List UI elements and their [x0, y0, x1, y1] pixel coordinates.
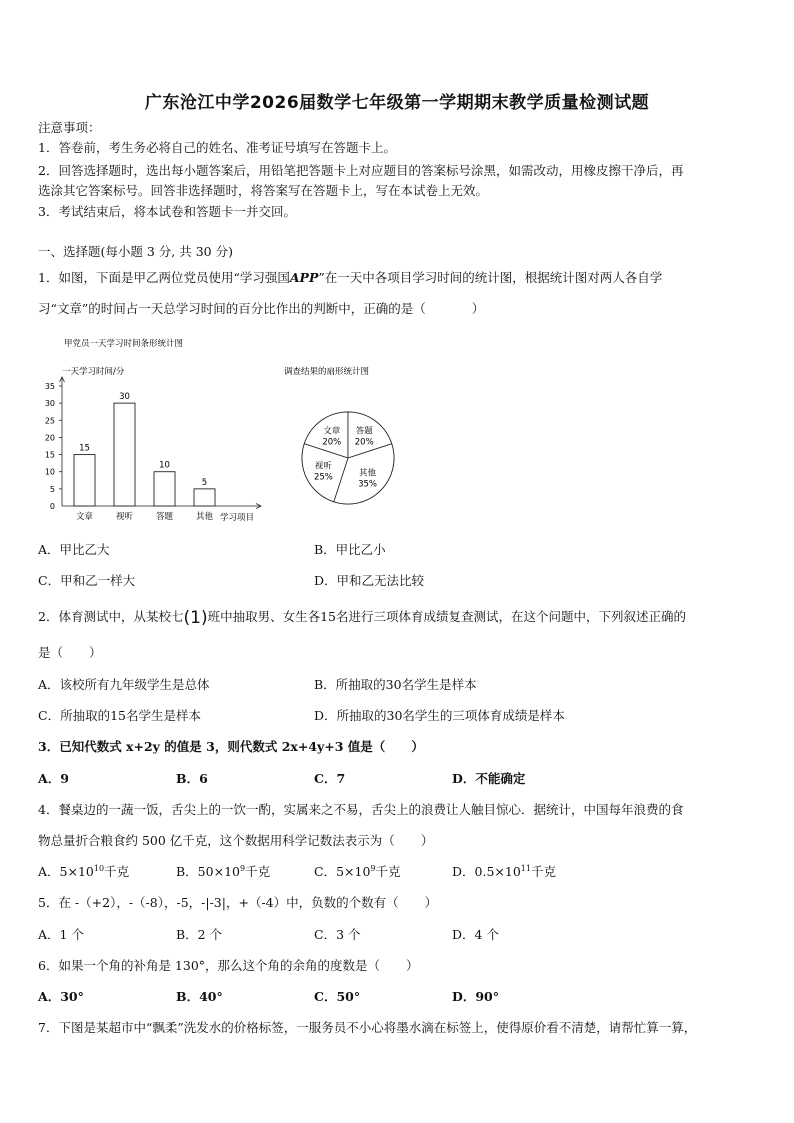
q2-text-c: 是（ [38, 645, 64, 660]
bar [74, 455, 95, 506]
pie-slice-label: 其他 [359, 468, 377, 479]
q4-text: 物总量折合粮食约 500 亿千克，这个数据用科学记数法表示为（ [38, 833, 395, 848]
question-2-line1 [38, 608, 686, 628]
q1-option-d[interactable]: D．甲和乙无法比较 [314, 573, 425, 588]
pie-slice-value: 20% [354, 437, 374, 448]
section-heading: 一、选择题(每小题 3 分, 共 30 分) [38, 244, 233, 259]
question-4-line2 [38, 833, 433, 849]
q6-option-d[interactable]: D．90° [452, 989, 499, 1004]
q2-option-b[interactable]: B．所抽取的30名学生是样本 [314, 677, 477, 692]
question-2-line2 [38, 645, 102, 661]
category-label: 视听 [115, 512, 134, 522]
q1-option-c[interactable]: C．甲和乙一样大 [38, 573, 136, 588]
notice-item: 2．回答选择题时，选出每小题答案后，用铅笔把答题卡上对应题目的答案标号涂黑，如需改动，用橡皮擦干净后，再 [38, 163, 684, 178]
pie-slice-value: 25% [313, 472, 333, 483]
pie-slice-label: 文章 [323, 426, 341, 437]
question-1-line1 [38, 270, 662, 286]
q2-text-b: 班中抽取男、女生各15名进行三项体育成绩复查测试，在这个问题中，下列叙述正确的 [207, 609, 686, 624]
pie-chart [280, 360, 420, 520]
q6-text: 6．如果一个角的补角是 130°，那么这个角的余角的度数是（ [38, 958, 381, 973]
q3-text: 3．已知代数式 x+2y 的值是 3，则代数式 2x+4y+3 值是（ [38, 739, 386, 754]
category-label: 文章 [75, 512, 94, 522]
q3-option-d[interactable]: D．不能确定 [452, 771, 526, 786]
q5-option-b[interactable]: B．2 个 [176, 927, 223, 942]
notice-item: 3．考试结束后，将本试卷和答题卡一并交回。 [38, 204, 296, 219]
bar-value-label: 30 [119, 392, 130, 403]
notice-item: 选涂其它答案标号。回答非选择题时，将答案写在答题卡上，写在本试卷上无效。 [38, 183, 489, 198]
pie-slice-value: 35% [358, 479, 377, 490]
bar [154, 472, 175, 506]
y-tick-label: 25 [44, 416, 55, 426]
q5-option-a[interactable]: A．1 个 [38, 927, 84, 942]
q2-option-a[interactable]: A．该校所有九年级学生是总体 [38, 677, 210, 692]
bar-value-label: 10 [159, 460, 170, 471]
category-label: 答题 [155, 512, 174, 522]
question-7: 7．下图是某超市中“飘柔”洗发水的价格标签，一服务员不小心将墨水滴在标签上，使得原价看不清楚，请帮忙算一算， [38, 1020, 697, 1035]
question-5 [38, 895, 437, 911]
q5-option-c[interactable]: C．3 个 [314, 927, 361, 942]
pie-slice-label: 视听 [314, 461, 332, 472]
q5-paren-end: ） [424, 895, 438, 910]
bar-chart [38, 330, 278, 530]
q2-text-a: 2．体育测试中，从某校七 [38, 609, 184, 624]
question-6 [38, 958, 419, 974]
question-4-line1: 4．餐桌边的一蔬一饭，舌尖上的一饮一酌，实属来之不易，舌尖上的浪费让人触目惊心．据统计，中国每年浪费的食 [38, 802, 684, 817]
q1-option-a[interactable]: A．甲比乙大 [38, 542, 110, 557]
bar-chart-xlabel: 学习项目 [220, 513, 255, 523]
q6-option-b[interactable]: B．40° [176, 989, 223, 1004]
q6-option-a[interactable]: A．30° [38, 989, 84, 1004]
bar-chart-ylabel: 一天学习时间/分 [62, 367, 125, 377]
pie-chart-title: 调查结果的扇形统计图 [284, 367, 370, 377]
y-tick-label: 5 [49, 484, 55, 494]
q1-option-b[interactable]: B．甲比乙小 [314, 542, 386, 557]
bar [114, 403, 135, 506]
y-tick-label: 35 [44, 382, 55, 391]
q3-option-b[interactable]: B．6 [176, 771, 208, 786]
q5-text: 5．在 -（+2），-（-8），-5，-|-3|，+（-4）中，负数的个数有（ [38, 895, 399, 910]
y-tick-label: 20 [44, 433, 55, 443]
notice-heading: 注意事项： [38, 120, 101, 135]
q3-option-a[interactable]: A．9 [38, 771, 69, 786]
q2-class-number: (1) [183, 608, 208, 628]
bar-value-label: 15 [79, 443, 90, 454]
q1-text-c: 习“文章”的时间占一天总学习时间的百分比作出的判断中，正确的是（ [38, 301, 426, 316]
q1-text-b: ”在一天中各项目学习时间的统计图，根据统计图对两人各自学 [318, 270, 663, 285]
page-title: 广东沧江中学2026届数学七年级第一学期期末教学质量检测试题 [144, 93, 650, 113]
q5-option-d[interactable]: D．4 个 [452, 927, 499, 942]
q3-option-c[interactable]: C．7 [314, 771, 346, 786]
q4-option-a[interactable]: A．$5\times 10^{10}$千克 [38, 863, 130, 879]
q6-option-c[interactable]: C．50° [314, 989, 361, 1004]
q2-option-d[interactable]: D．所抽取的30名学生的三项体育成绩是样本 [314, 708, 565, 723]
q4-option-b[interactable]: B．$50\times 10^9$千克 [176, 863, 271, 879]
question-1-line2 [38, 301, 484, 317]
q2-option-c[interactable]: C．所抽取的15名学生是样本 [38, 708, 201, 723]
q4-option-d[interactable]: D．$0.5\times 10^{11}$千克 [452, 863, 556, 879]
q3-paren-end: ） [411, 739, 424, 754]
bar-value-label: 5 [201, 477, 208, 488]
q4-paren-end: ） [420, 833, 434, 848]
q4-option-c[interactable]: C．$5\times 10^9$千克 [314, 863, 401, 879]
q1-app: APP [289, 270, 319, 285]
q1-text-a: 1．如图，下面是甲乙两位党员使用“学习强国 [38, 270, 290, 285]
y-tick-label: 10 [44, 467, 55, 477]
y-tick-label: 0 [49, 502, 55, 511]
q2-paren-end: ） [89, 645, 102, 660]
question-3 [38, 739, 424, 755]
y-tick-label: 30 [44, 399, 55, 409]
pie-slice-label: 答题 [355, 426, 373, 437]
q1-paren-end: ） [471, 301, 485, 316]
notice-item: 1．答卷前，考生务必将自己的姓名、准考证号填写在答题卡上。 [38, 140, 396, 155]
bar [194, 489, 215, 506]
q6-paren-end: ） [406, 958, 419, 973]
y-tick-label: 15 [44, 450, 55, 460]
pie-slice-value: 20% [322, 437, 342, 448]
bar-chart-title: 甲党员一天学习时间条形统计图 [64, 339, 184, 349]
category-label: 其他 [195, 512, 214, 522]
